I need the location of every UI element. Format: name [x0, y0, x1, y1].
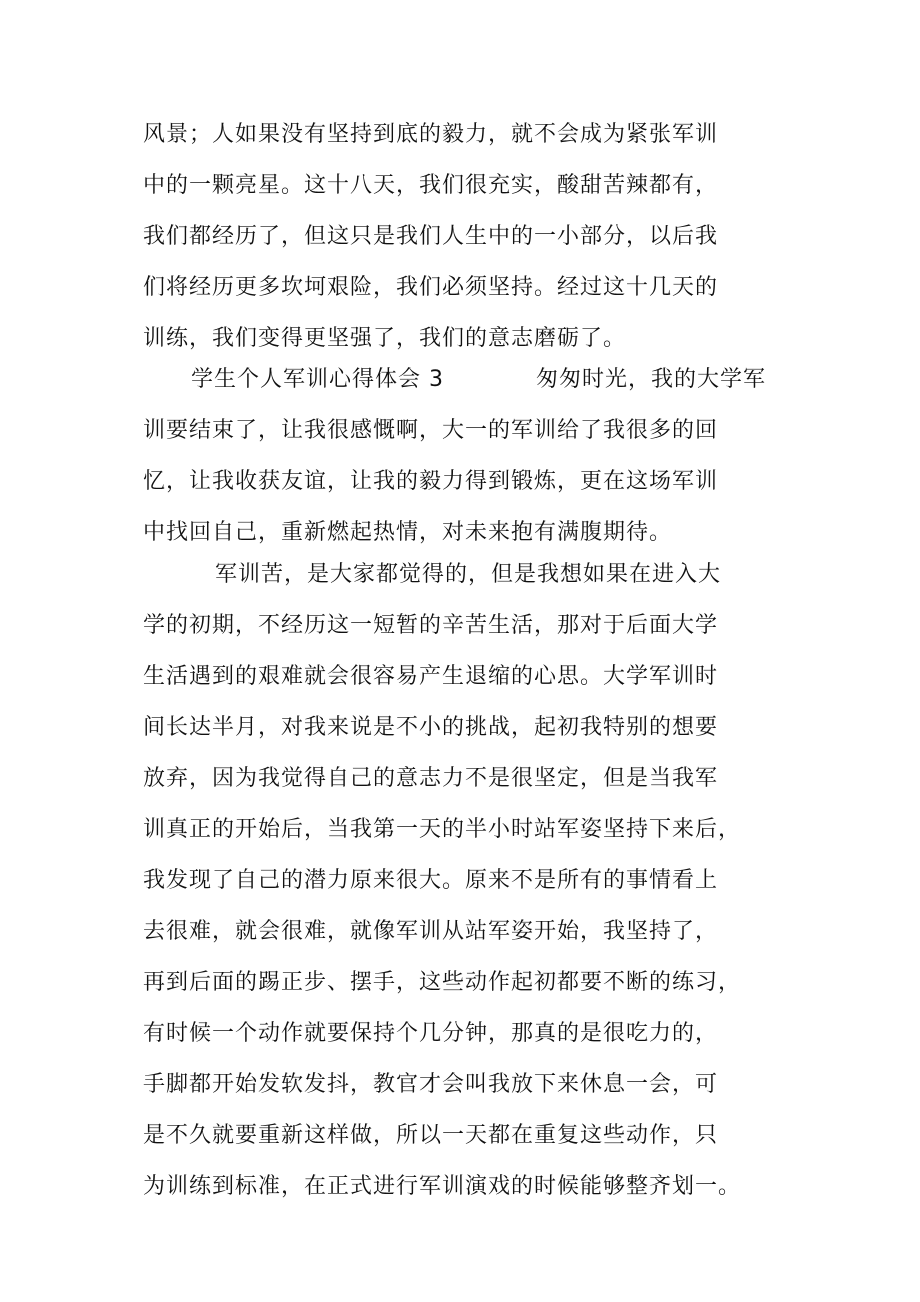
paragraph-line: 生活遇到的艰难就会很容易产生退缩的心思。大学军训时: [143, 664, 719, 689]
section-first-line-text: 匆匆时光，我的大学军: [536, 367, 767, 392]
paragraph-line: 训练，我们变得更坚强了，我们的意志磨砺了。: [143, 326, 627, 351]
paragraph-line: 训要结束了，让我很感慨啊，大一的军训给了我很多的回: [143, 418, 719, 443]
paragraph-line: 们将经历更多坎坷艰险，我们必须坚持。经过这十几天的: [143, 275, 719, 300]
paragraph-line: 忆，让我收获友谊，让我的毅力得到锻炼，更在这场军训: [143, 469, 719, 494]
paragraph-continued: [143, 109, 783, 364]
paragraph-line: 我发现了自己的潜力原来很大。原来不是所有的事情看上: [143, 868, 719, 893]
paragraph-line: 是不久就要重新这样做，所以一天都在重复这些动作，只: [143, 1123, 719, 1148]
paragraph-line: 为训练到标准，在正式进行军训演戏的时候能够整齐划一。: [143, 1174, 742, 1199]
paragraph-line: 中找回自己，重新燃起热情，对未来抱有满腹期待。: [143, 520, 673, 545]
section-title: 学生个人军训心得体会 3: [191, 367, 444, 392]
paragraph-line: 有时候一个动作就要保持个几分钟，那真的是很吃力的，: [143, 1021, 719, 1046]
section-title-line: [143, 354, 783, 405]
paragraph-line: 学的初期，不经历这一短暂的辛苦生活，那对于后面大学: [143, 613, 719, 638]
paragraph-line: 军训苦，是大家都觉得的，但是我想如果在进入大: [215, 562, 722, 587]
paragraph-2: [143, 549, 783, 1212]
paragraph-line: 训真正的开始后，当我第一天的半小时站军姿坚持下来后，: [143, 817, 742, 842]
paragraph-line: 中的一颗亮星。这十八天，我们很充实，酸甜苦辣都有，: [143, 173, 719, 198]
paragraph-line: 风景；人如果没有坚持到底的毅力，就不会成为紧张军训: [143, 122, 719, 147]
paragraph-line: 去很难，就会很难，就像军训从站军姿开始，我坚持了，: [143, 919, 719, 944]
paragraph-line: 间长达半月，对我来说是不小的挑战，起初我特别的想要: [143, 715, 719, 740]
paragraph-line: 放弃，因为我觉得自己的意志力不是很坚定，但是当我军: [143, 766, 719, 791]
paragraph-line: 再到后面的踢正步、摆手，这些动作起初都要不断的练习，: [143, 970, 742, 995]
section-3: [143, 354, 783, 558]
paragraph-line: 我们都经历了，但这只是我们人生中的一小部分，以后我: [143, 224, 719, 249]
paragraph-line: 手脚都开始发软发抖，教官才会叫我放下来休息一会，可: [143, 1072, 719, 1097]
